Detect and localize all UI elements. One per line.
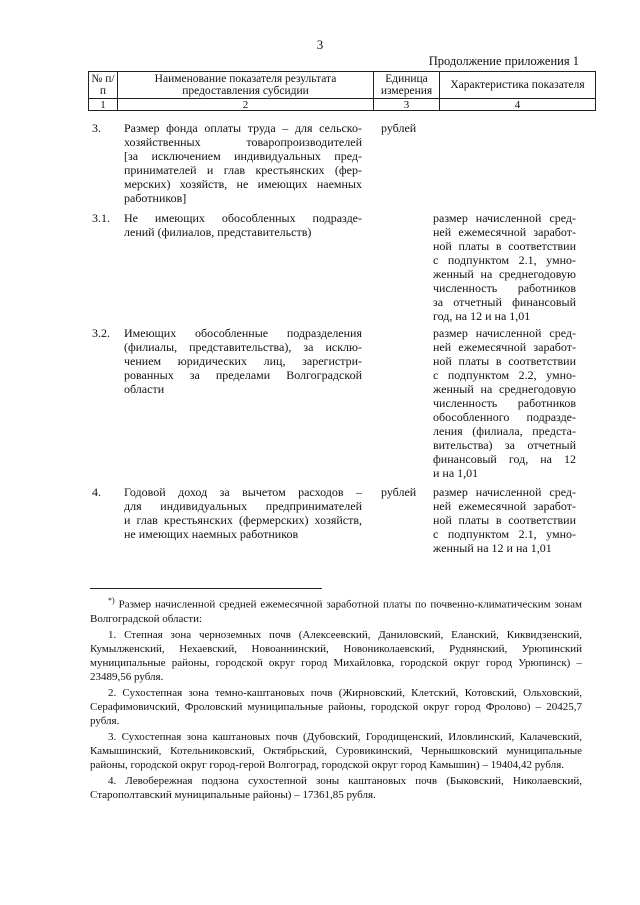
characteristic-line: женный на среднегодовую	[433, 382, 576, 396]
characteristic-line: вительства) за отчетный	[433, 438, 576, 452]
characteristic-line: обособленного подразде-	[433, 410, 576, 424]
row-name	[124, 326, 362, 396]
row-name-line: Имеющих обособленные подразделения	[124, 326, 362, 340]
row-name	[124, 121, 362, 205]
footnote-divider	[90, 588, 322, 589]
characteristic-line: численность работников	[433, 281, 576, 295]
row-name-line: [за исключением индивидуальных пред-	[124, 149, 362, 163]
characteristic-line: женный на 12 и на 1,01	[433, 541, 552, 555]
characteristic-line: размер начисленной сред-	[433, 485, 576, 499]
row-characteristic	[433, 485, 576, 555]
footnote-item: 3. Сухостепная зона каштановых почв (Дубовский, Городищенский, Иловлинский, Калачевский, Камышинский, Котельниковский, Октябрьский, Суровикинский, Чернышковский муниципальные районы, городской округ город-герой Волгоград, городской округ город Камышин) – 19404,42 рубля.	[90, 730, 582, 771]
characteristic-line: ной платы в соответствии	[433, 239, 576, 253]
row-name-line: мерских) хозяйств, не имеющих наемных	[124, 177, 362, 191]
footnote-item: 2. Сухостепная зона темно-каштановых почв (Жирновский, Клетский, Котовский, Ольховский, Серафимовичский, Фроловский муниципальные районы, городской округ город Фролово) – 20425,7 рубля.	[90, 686, 582, 727]
characteristic-line: ней ежемесячной заработ-	[433, 225, 576, 239]
characteristic-line: размер начисленной сред-	[433, 326, 576, 340]
characteristic-line: женный на среднегодовую	[433, 267, 576, 281]
characteristic-line: ной платы в соответствии	[433, 513, 576, 527]
row-name-line: области	[124, 382, 165, 396]
row-name-line: Годовой доход за вычетом расходов –	[124, 485, 362, 499]
characteristic-line: размер начисленной сред-	[433, 211, 576, 225]
row-name-line: для индивидуальных предпринимателей	[124, 499, 362, 513]
characteristic-line: и на 1,01	[433, 466, 479, 480]
row-name-line: принимателей и глав крестьянских (фер-	[124, 163, 362, 177]
footnote-item: 1. Степная зона черноземных почв (Алексеевский, Даниловский, Еланский, Киквидзенский, Кумылженский, Нехаевский, Новоаннинский, Новониколаевский, Руднянский, Урюпинский муниципальные районы, городской округ город Михайловка, городской округ город Урюпинск) – 23489,56 рубля.	[90, 628, 582, 683]
row-characteristic	[433, 326, 576, 480]
header-name: Наименование показателя результата предоставления субсидии	[118, 72, 374, 99]
characteristic-line: год, на 12 и на 1,01	[433, 309, 531, 323]
row-name-line: чением юридических лиц, зарегистри-	[124, 354, 362, 368]
row-characteristic	[433, 211, 576, 323]
row-number: 4.	[92, 485, 101, 499]
row-name-line: лений (филиалов, представительств)	[124, 225, 312, 239]
header-num: № п/п	[89, 72, 118, 99]
row-name-line: Размер фонда оплаты труда – для сельско-	[124, 121, 362, 135]
row-name-line: не имеющих наемных работников	[124, 527, 299, 541]
characteristic-line: с подпунктом 2.2, умно-	[433, 368, 576, 382]
row-name-line: работников]	[124, 191, 187, 205]
footnote	[90, 594, 582, 802]
characteristic-line: ней ежемесячной заработ-	[433, 499, 576, 513]
characteristic-line: ной платы в соответствии	[433, 354, 576, 368]
row-name	[124, 485, 362, 541]
header-number-3: 3	[374, 99, 440, 111]
footnote-intro	[90, 594, 582, 626]
header-number-4: 4	[440, 99, 596, 111]
characteristic-line: ней ежемесячной заработ-	[433, 340, 576, 354]
footnote-item: 4. Левобережная подзона сухостепной зоны каштановых почв (Быковский, Николаевский, Старополтавский муниципальные районы) – 17361,85 рубля.	[90, 774, 582, 801]
row-unit: рублей	[381, 485, 417, 499]
header-number-1: 1	[89, 99, 118, 111]
row-number: 3.	[92, 121, 101, 135]
row-name-line: хозяйственных товаропроизводителей	[124, 135, 362, 149]
characteristic-line: с подпунктом 2.1, умно-	[433, 527, 576, 541]
row-name-line: рованных за пределами Волгоградской	[124, 368, 362, 382]
characteristic-line: ления (филиала, предста-	[433, 424, 576, 438]
appendix-note: Продолжение приложения 1	[428, 54, 579, 68]
row-name-line: Не имеющих обособленных подразде-	[124, 211, 362, 225]
row-unit: рублей	[381, 121, 417, 135]
page-number: 3	[316, 37, 324, 52]
row-name-line: (филиалы, представительства), за исклю-	[124, 340, 362, 354]
footnote-marker: *)	[108, 596, 115, 605]
row-number: 3.2.	[92, 326, 110, 340]
characteristic-line: финансовый год, на 12	[433, 452, 576, 466]
characteristic-line: с подпунктом 2.1, умно-	[433, 253, 576, 267]
footnote-intro-text: Размер начисленной средней ежемесячной заработной платы по почвенно-климатическим зонам Волгоградской области:	[90, 598, 583, 625]
header-characteristic: Характеристика показателя	[440, 72, 596, 99]
table-header	[88, 71, 596, 111]
characteristic-line: за отчетный финансовый	[433, 295, 576, 309]
row-number: 3.1.	[92, 211, 110, 225]
header-number-2: 2	[118, 99, 374, 111]
header-unit: Единица измерения	[374, 72, 440, 99]
row-name-line: и глав крестьянских (фермерских) хозяйств,	[124, 513, 362, 527]
row-name	[124, 211, 362, 239]
characteristic-line: численность работников	[433, 396, 576, 410]
